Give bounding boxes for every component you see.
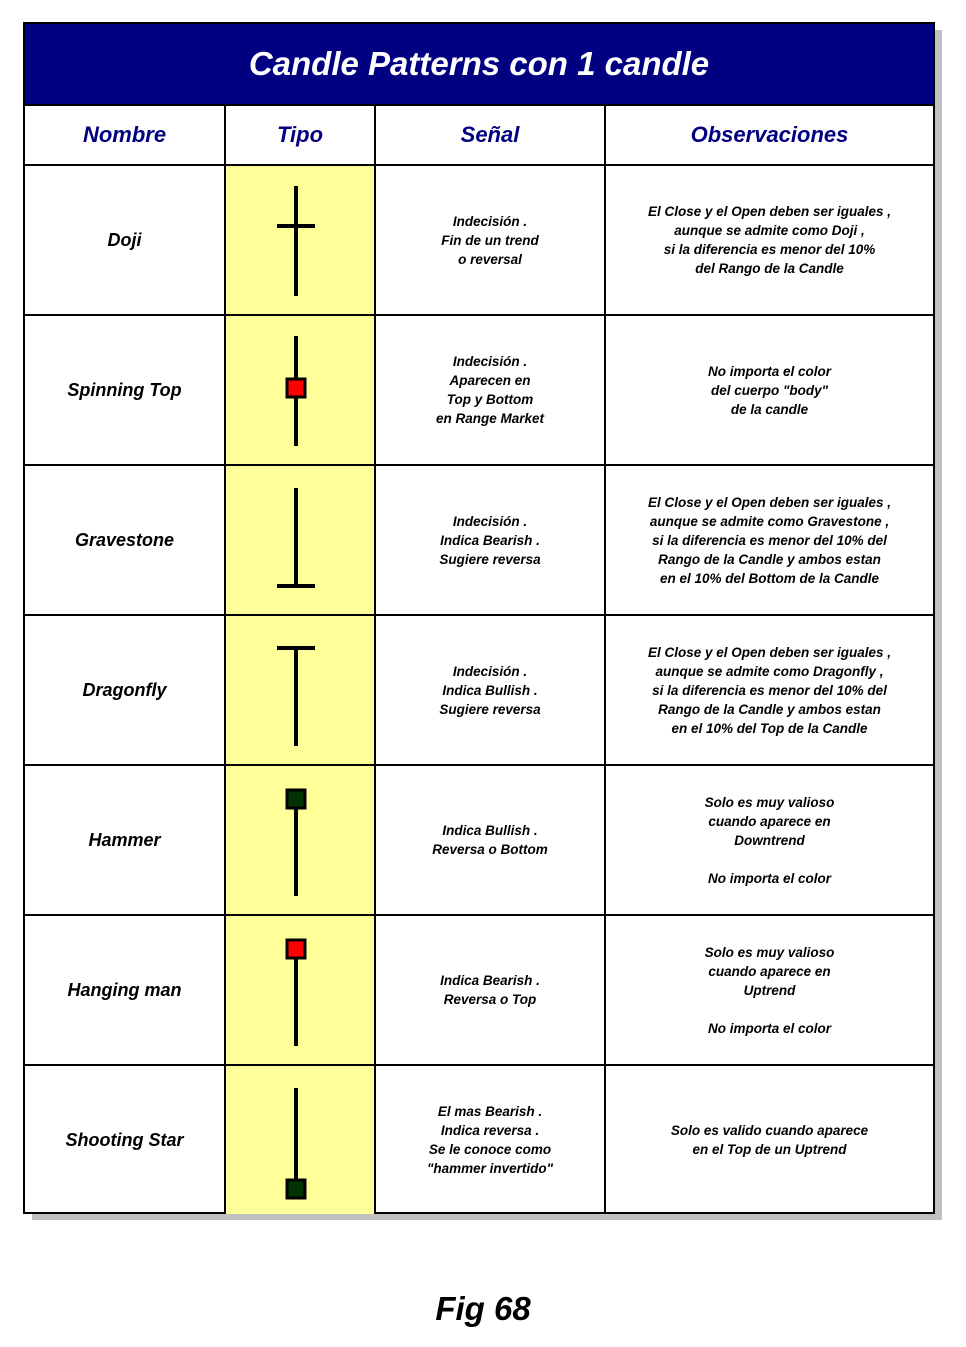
pattern-observations: Solo es muy valioso cuando aparece en Downtrend No importa el color <box>704 794 835 886</box>
pattern-observations: El Close y el Open deben ser iguales , aunque se admite como Doji , si la diferencia es menor del 10% del Rango de la Candle <box>647 204 892 276</box>
table-title: Candle Patterns con 1 candle <box>248 45 710 82</box>
pattern-signal: Indecisión . Fin de un trend o reversal <box>376 166 606 314</box>
pattern-diagram <box>226 616 376 764</box>
pattern-name: Hanging man <box>25 916 226 1064</box>
table-row <box>25 766 933 916</box>
candle-icon <box>226 766 374 914</box>
header-row <box>25 106 933 166</box>
pattern-observations: Solo es muy valioso cuando aparece en Uptrend No importa el color <box>704 944 835 1036</box>
candle-icon <box>226 916 374 1064</box>
pattern-name: Doji <box>25 166 226 314</box>
table-row <box>25 166 933 316</box>
figure-caption: Fig 68 <box>435 1290 531 1327</box>
candle-icon <box>226 316 374 464</box>
pattern-name: Gravestone <box>25 466 226 614</box>
candle-body <box>287 1180 305 1198</box>
pattern-diagram <box>226 1066 376 1214</box>
pattern-signal: Indecisión . Indica Bearish . Sugiere reversa <box>376 466 606 614</box>
table-row <box>25 316 933 466</box>
pattern-name: Shooting Star <box>25 1066 226 1214</box>
pattern-signal: Indica Bullish . Reversa o Bottom <box>376 766 606 914</box>
pattern-diagram <box>226 766 376 914</box>
pattern-signal: Indecisión . Aparecen en Top y Bottom en Range Market <box>376 316 606 464</box>
pattern-observations: No importa el color del cuerpo "body" de la candle <box>707 363 832 417</box>
pattern-signal: Indecisión . Indica Bullish . Sugiere reversa <box>376 616 606 764</box>
header-tipo: Tipo <box>226 106 376 164</box>
candle-body <box>287 379 305 397</box>
pattern-signal: El mas Bearish . Indica reversa . Se le conoce como "hammer invertido" <box>376 1066 606 1214</box>
table-row <box>25 1066 933 1214</box>
header-observaciones: Observaciones <box>690 122 849 147</box>
header-nombre: Nombre <box>25 106 226 164</box>
table-row <box>25 466 933 616</box>
pattern-name: Spinning Top <box>25 316 226 464</box>
pattern-observations: El Close y el Open deben ser iguales , aunque se admite como Dragonfly , si la diferencia es menor del 10% del Rango de la Candle y ambos estan en el 10% del Top de la Candle <box>647 644 892 736</box>
pattern-observations: El Close y el Open deben ser iguales , aunque se admite como Gravestone , si la diferencia es menor del 10% del Rango de la Candle y ambos estan en el 10% del Bottom de la Candle <box>647 494 892 586</box>
pattern-name: Hammer <box>25 766 226 914</box>
candle-body <box>287 790 305 808</box>
table-row <box>25 916 933 1066</box>
title-bar <box>25 24 933 106</box>
candle-body <box>287 940 305 958</box>
pattern-diagram <box>226 916 376 1064</box>
candle-icon <box>226 466 374 614</box>
pattern-name: Dragonfly <box>25 616 226 764</box>
candle-icon <box>226 1066 374 1214</box>
pattern-diagram <box>226 316 376 464</box>
pattern-signal: Indica Bearish . Reversa o Top <box>376 916 606 1064</box>
table-row <box>25 616 933 766</box>
candle-icon <box>226 166 374 314</box>
pattern-observations: Solo es valido cuando aparece en el Top de un Uptrend <box>670 1123 869 1157</box>
candle-patterns-table <box>23 22 935 1214</box>
header-senal: Señal <box>376 106 606 164</box>
pattern-diagram <box>226 166 376 314</box>
pattern-diagram <box>226 466 376 614</box>
candle-icon <box>226 616 374 764</box>
